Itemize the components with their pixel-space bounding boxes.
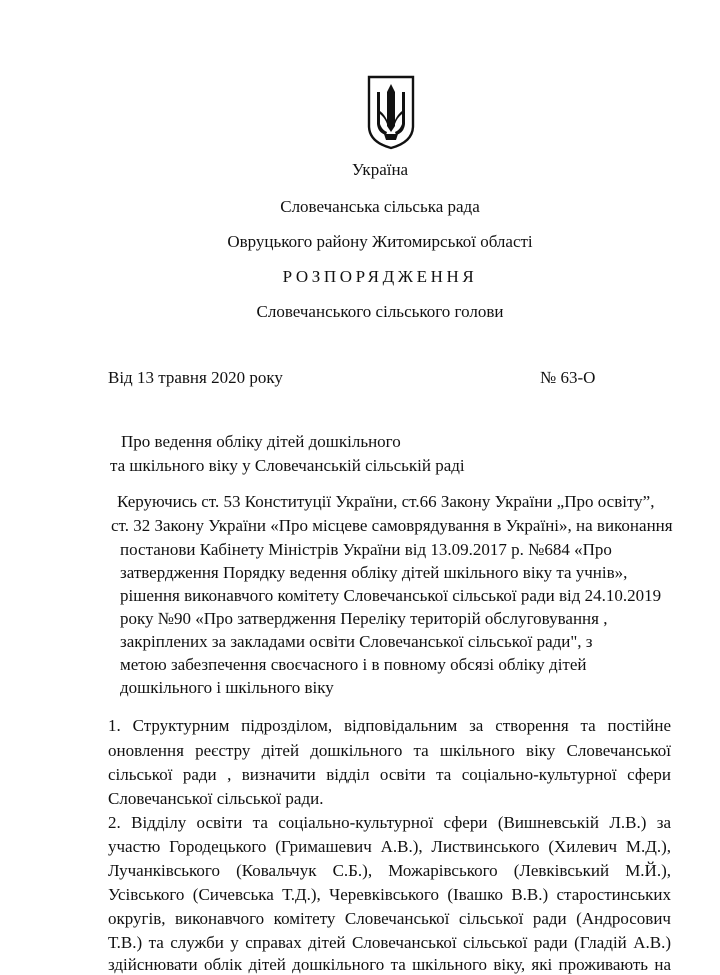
district-name: Овруцького району Житомирської області xyxy=(227,232,533,251)
item-line: участю Городецького (Гримашевич А.В.), Листвинського (Хилевич М.Д.), xyxy=(108,837,671,856)
preamble-line: Керуючись ст. 53 Конституції України, ст.66 Закону України „Про освіту”, xyxy=(117,492,655,511)
preamble-line: рішення виконавчого комітету Словечанської сільської ради від 24.10.2019 xyxy=(120,586,662,605)
item-line: округів, виконавчого комітету Словечанської сільської ради (Андросович xyxy=(108,909,671,928)
item-line: сільської ради , визначити відділ освіти та соціально-культурної сфери xyxy=(108,765,671,784)
preamble-line: ст. 32 Закону України «Про місцеве самоврядування в Україні», на виконання xyxy=(111,516,673,535)
country-name: Україна xyxy=(351,160,409,179)
subject-line-2: та шкільного віку у Словечанській сільській раді xyxy=(110,456,465,475)
item-line: оновлення реєстру дітей дошкільного та шкільного віку Словечанської xyxy=(108,741,671,760)
item-line: Т.В.) та служби у справах дітей Словечанської сільської ради (Гладій А.В.) xyxy=(108,933,671,952)
preamble-line: дошкільного і шкільного віку xyxy=(120,678,334,697)
item-line: Словечанської сільської ради. xyxy=(108,789,324,808)
item-line: Лучанківського (Ковальчук С.Б.), Можарівського (Левківський М.Й.), xyxy=(108,861,671,880)
issuer-name: Словечанського сільського голови xyxy=(256,302,504,321)
subject-line-1: Про ведення обліку дітей дошкільного xyxy=(121,432,401,451)
document-type-title: РОЗПОРЯДЖЕННЯ xyxy=(282,267,478,286)
preamble-line: закріплених за закладами освіти Словечанської сільської ради", з xyxy=(120,632,593,651)
item-line: 1. Структурним підрозділом, відповідальним за створення та постійне xyxy=(108,716,671,735)
council-name: Словечанська сільська рада xyxy=(280,197,480,216)
document-number: № 63-О xyxy=(540,368,596,387)
item-line: 2. Відділу освіти та соціально-культурної сфери (Вишневській Л.В.) за xyxy=(108,813,671,832)
preamble-line: затвердження Порядку ведення обліку дітей шкільного віку та учнів», xyxy=(120,563,628,582)
preamble-line: року №90 «Про затвердження Переліку територій обслуговування , xyxy=(120,609,608,628)
preamble-line: метою забезпечення своєчасного і в повному обсязі обліку дітей xyxy=(120,655,587,674)
item-line: Усівського (Сичевська Т.Д.), Черевківського (Івашко В.В.) старостинських xyxy=(108,885,671,904)
item-line: здійснювати облік дітей дошкільного та шкільного віку, які проживають на xyxy=(108,955,671,974)
document-date: Від 13 травня 2020 року xyxy=(108,368,283,387)
trident-coat-of-arms-icon xyxy=(366,74,416,150)
preamble-line: постанови Кабінету Міністрів України від 13.09.2017 р. №684 «Про xyxy=(120,540,612,559)
